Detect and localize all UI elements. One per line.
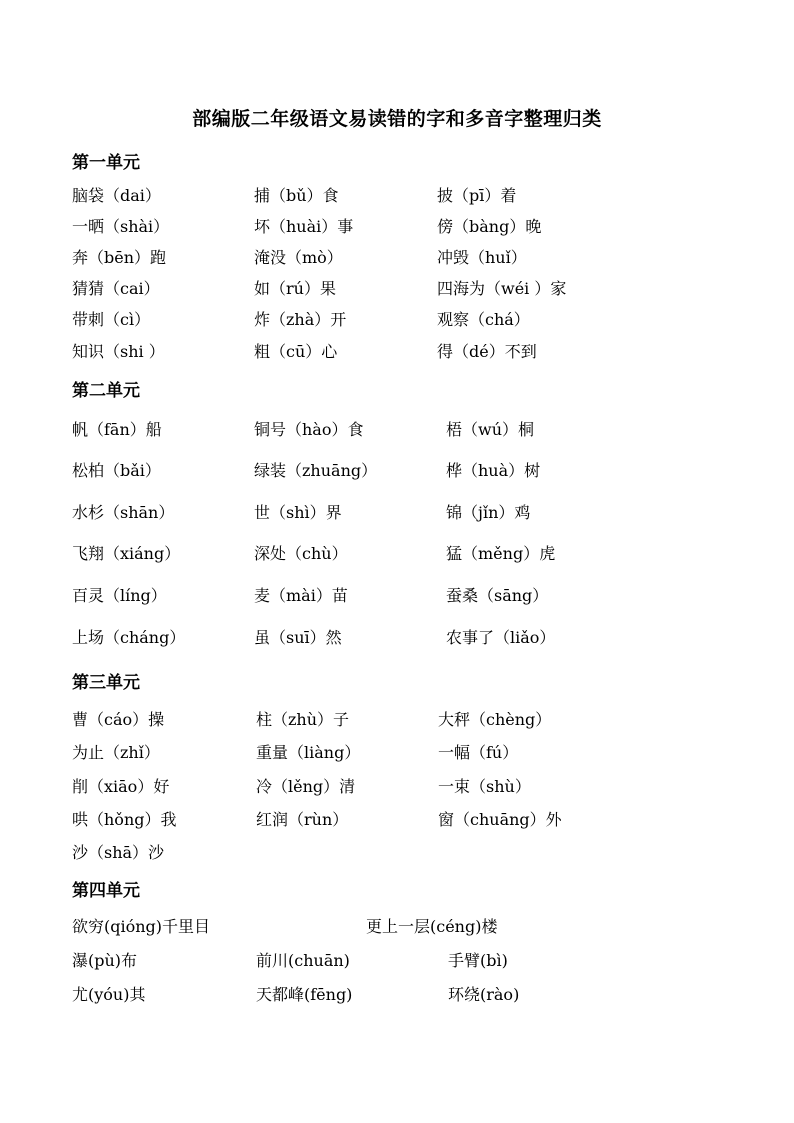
word-entry: 炸（zhà）开 xyxy=(254,310,347,329)
word-entry: 知识（shi ） xyxy=(72,342,165,361)
word-entry: 粗（cū）心 xyxy=(254,342,338,361)
table-row xyxy=(0,418,794,442)
word-entry: 坏（huài）事 xyxy=(254,217,354,236)
word-entry: 一束（shù） xyxy=(438,777,531,796)
word-entry: 哄（hǒng）我 xyxy=(72,810,177,829)
word-entry: 红润（rùn） xyxy=(256,810,349,829)
word-entry: 绿装（zhuāng） xyxy=(254,461,378,480)
word-entry: 重量（liàng） xyxy=(256,743,361,762)
word-entry: 窗（chuāng）外 xyxy=(438,810,562,829)
word-entry: 一晒（shài） xyxy=(72,217,170,236)
word-entry: 铜号（hào）食 xyxy=(254,420,364,439)
table-row xyxy=(0,340,794,364)
word-entry: 松柏（bǎi） xyxy=(72,461,161,480)
table-row xyxy=(0,459,794,483)
table-row xyxy=(0,841,794,865)
word-entry: 脑袋（dai） xyxy=(72,186,161,205)
table-row xyxy=(0,808,794,832)
word-entry: 奔（bēn）跑 xyxy=(72,248,167,267)
word-entry: 深处（chù） xyxy=(254,544,348,563)
word-entry: 曹（cáo）操 xyxy=(72,710,165,729)
table-row xyxy=(0,246,794,270)
word-entry: 蚕桑（sāng） xyxy=(446,586,549,605)
table-row xyxy=(0,542,794,566)
table-row xyxy=(0,626,794,650)
word-entry: 大秤（chèng） xyxy=(438,710,552,729)
word-entry: 淹没（mò） xyxy=(254,248,343,267)
word-entry: 手臂(bì) xyxy=(448,951,508,970)
word-entry: 冷（lěng）清 xyxy=(256,777,356,796)
word-entry: 得（dé）不到 xyxy=(437,342,537,361)
word-entry: 世（shì）界 xyxy=(254,503,342,522)
word-entry: 观察（chá） xyxy=(437,310,530,329)
word-entry: 上场（cháng） xyxy=(72,628,186,647)
table-row xyxy=(0,949,794,973)
word-entry: 锦（jǐn）鸡 xyxy=(446,503,531,522)
table-row xyxy=(0,983,794,1007)
word-entry: 更上一层(céng)楼 xyxy=(366,917,498,936)
table-row xyxy=(0,915,794,939)
word-entry: 四海为（wéi ）家 xyxy=(437,279,567,298)
word-entry: 傍（bàng）晚 xyxy=(437,217,542,236)
table-row xyxy=(0,501,794,525)
word-entry: 前川(chuān) xyxy=(256,951,350,970)
word-entry: 虽（suī）然 xyxy=(254,628,342,647)
word-entry: 一幅（fú） xyxy=(438,743,519,762)
table-row xyxy=(0,741,794,765)
word-entry: 猜猜（cai） xyxy=(72,279,160,298)
word-entry: 尤(yóu)其 xyxy=(72,985,146,1004)
word-entry: 梧（wú）桐 xyxy=(446,420,535,439)
word-entry: 桦（huà）树 xyxy=(446,461,541,480)
word-entry: 捕（bǔ）食 xyxy=(254,186,339,205)
section-heading-unit-3: 第三单元 xyxy=(72,673,140,693)
table-row xyxy=(0,775,794,799)
table-row xyxy=(0,184,794,208)
table-row xyxy=(0,215,794,239)
word-entry: 水杉（shān） xyxy=(72,503,175,522)
word-entry: 瀑(pù)布 xyxy=(72,951,138,970)
section-heading-unit-4: 第四单元 xyxy=(72,881,140,901)
document-title: 部编版二年级语文易读错的字和多音字整理归类 xyxy=(192,108,602,130)
word-entry: 为止（zhǐ） xyxy=(72,743,160,762)
word-entry: 农事了（liǎo） xyxy=(446,628,556,647)
word-entry: 帆（fān）船 xyxy=(72,420,162,439)
word-entry: 天都峰(fēng) xyxy=(256,985,353,1004)
word-entry: 环绕(rào) xyxy=(448,985,520,1004)
word-entry: 冲毁（huǐ） xyxy=(437,248,527,267)
table-row xyxy=(0,277,794,301)
table-row xyxy=(0,308,794,332)
word-entry: 麦（mài）苗 xyxy=(254,586,348,605)
table-row xyxy=(0,584,794,608)
word-entry: 如（rú）果 xyxy=(254,279,336,298)
word-entry: 沙（shā）沙 xyxy=(72,843,165,862)
word-entry: 柱（zhù）子 xyxy=(256,710,350,729)
word-entry: 带刺（cì） xyxy=(72,310,151,329)
section-heading-unit-1: 第一单元 xyxy=(72,153,140,173)
word-entry: 猛（měng）虎 xyxy=(446,544,556,563)
word-entry: 削（xiāo）好 xyxy=(72,777,170,796)
word-entry: 披（pī）着 xyxy=(437,186,517,205)
section-heading-unit-2: 第二单元 xyxy=(72,381,140,401)
word-entry: 欲穷(qióng)千里目 xyxy=(72,917,211,936)
word-entry: 百灵（líng） xyxy=(72,586,167,605)
table-row xyxy=(0,708,794,732)
word-entry: 飞翔（xiáng） xyxy=(72,544,181,563)
